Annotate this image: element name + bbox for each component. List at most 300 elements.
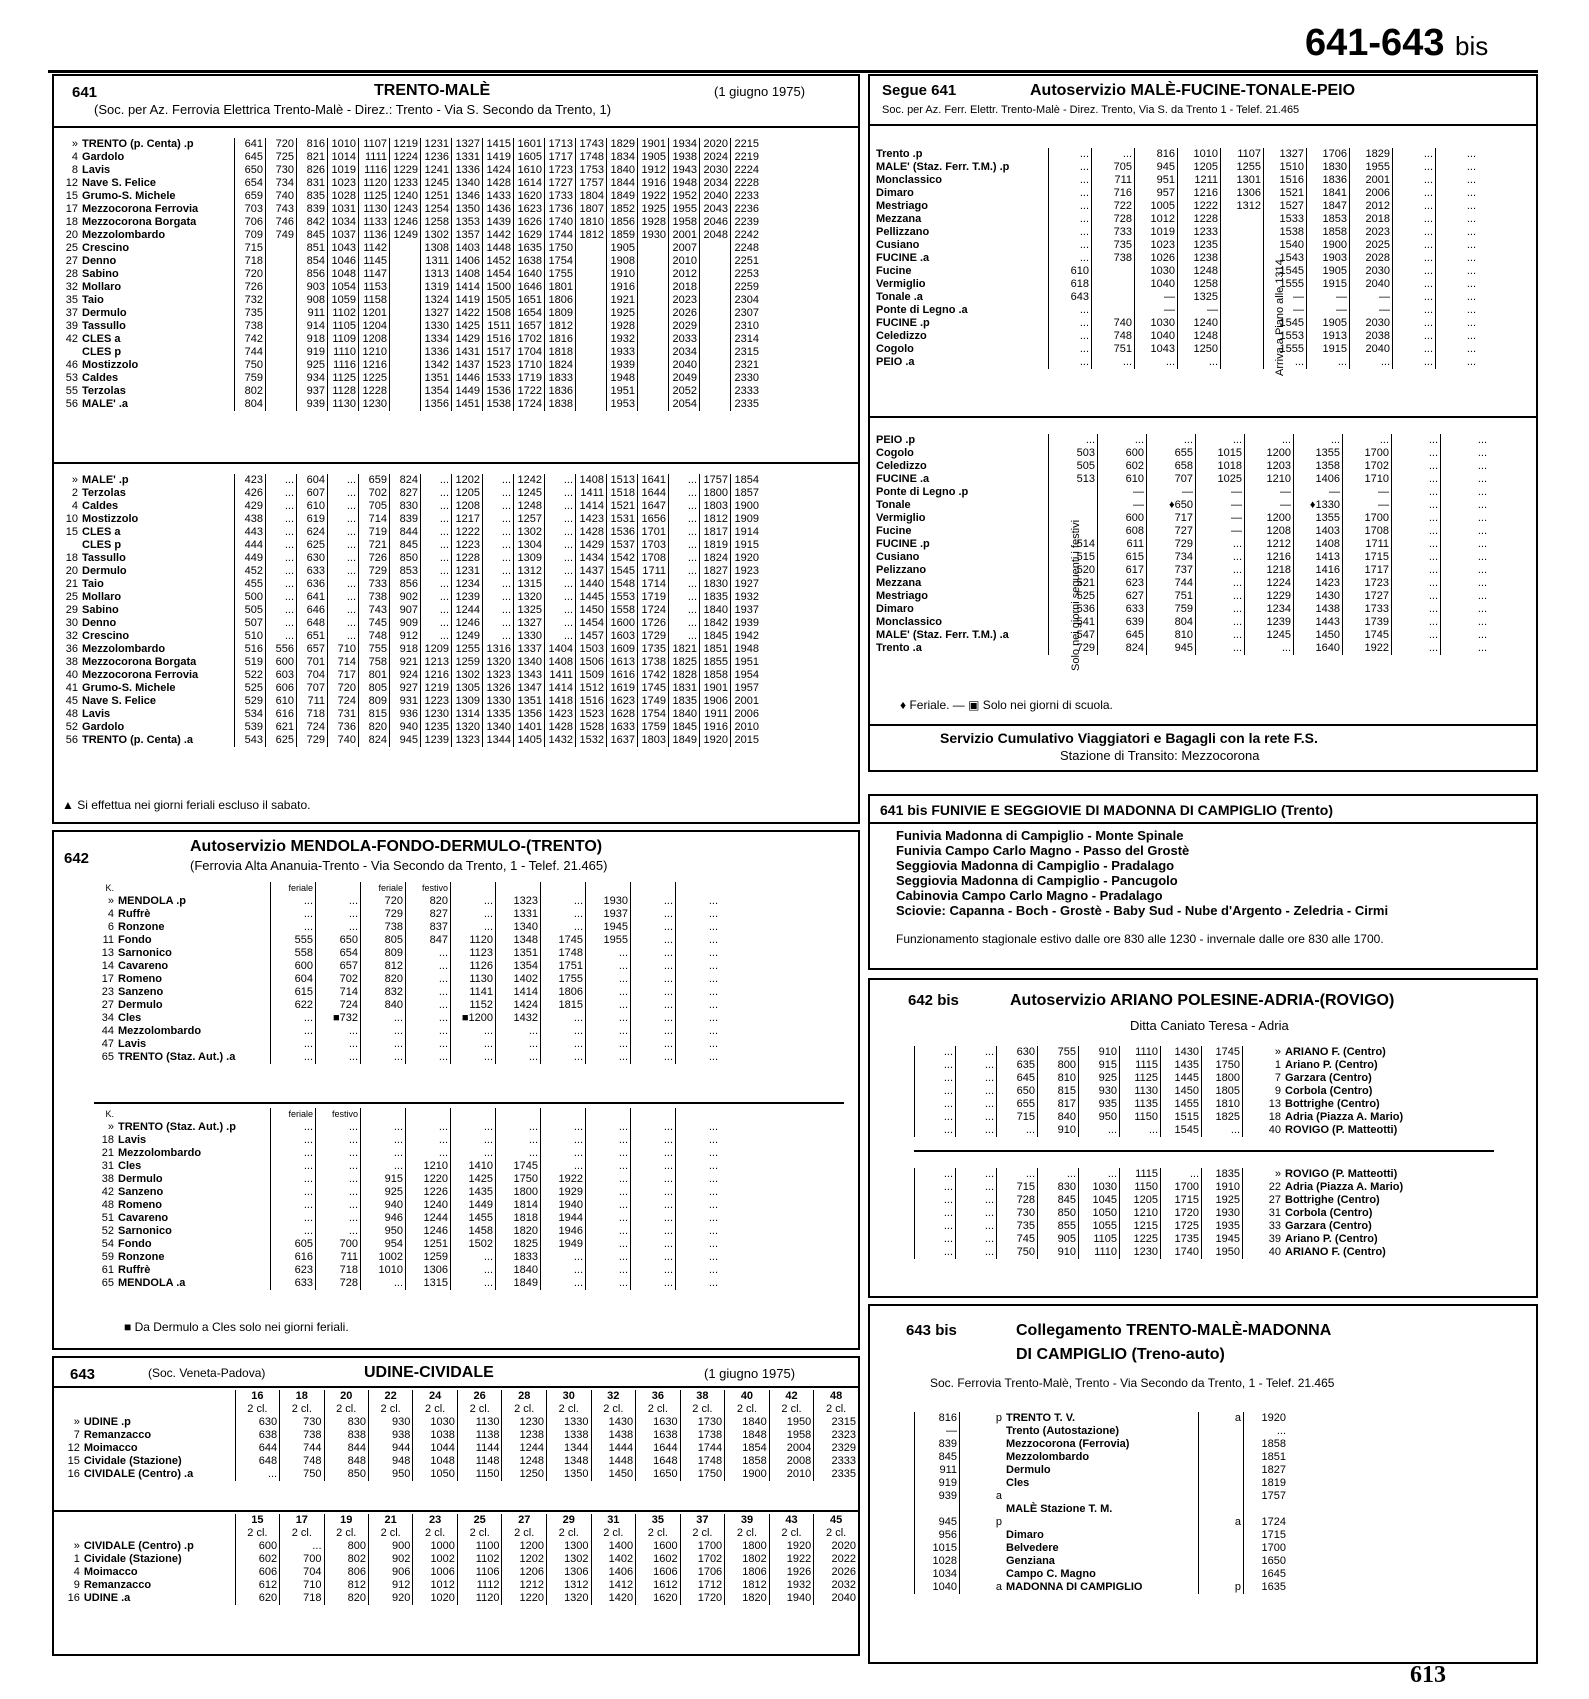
time-cell: [1092, 291, 1135, 304]
time-cell: 727: [1147, 525, 1196, 538]
time-cell: ♦650: [1147, 499, 1196, 512]
section-642: [52, 830, 860, 1350]
time-cell: [1199, 1542, 1244, 1555]
time-cell: 1508: [483, 307, 514, 320]
time-cell: ...: [1245, 434, 1294, 447]
time-cell: [676, 882, 721, 895]
time-cell: [390, 281, 421, 294]
table-row: [874, 330, 1478, 343]
cumulative-subtitle: Stazione di Transito: Mezzocorona: [1060, 748, 1260, 763]
time-cell: [496, 1108, 541, 1121]
time-cell: 1450: [591, 1468, 636, 1481]
time-cell: a: [960, 1581, 1005, 1594]
time-cell: 1950: [1202, 1246, 1243, 1259]
time-cell: 1729: [638, 630, 669, 643]
table-row: [58, 281, 761, 294]
time-cell: 940: [361, 1199, 406, 1212]
time-cell: [406, 1108, 451, 1121]
time-cell: ...: [1441, 460, 1490, 473]
time-cell: 1819: [700, 539, 731, 552]
km-cell: 51: [101, 1212, 114, 1224]
time-cell: 1955: [1350, 161, 1393, 174]
time-cell: 1700: [1244, 1542, 1289, 1555]
time-cell: ...: [328, 513, 359, 526]
divider: [94, 1102, 844, 1104]
station-name: UDINE .p: [83, 1416, 131, 1428]
station-name: Genziana: [1006, 1555, 1055, 1567]
time-cell: [390, 268, 421, 281]
time-cell: 1028: [328, 190, 359, 203]
time-cell: 735: [235, 307, 266, 320]
time-cell: ...: [631, 895, 676, 908]
timetable-642-2: [94, 1108, 720, 1290]
km-cell: 32: [65, 281, 78, 293]
km-cell: 4: [73, 1566, 80, 1578]
table-row: [58, 164, 761, 177]
time-cell: 616: [266, 708, 297, 721]
time-cell: 1230: [359, 398, 390, 411]
time-cell: ...: [316, 1121, 361, 1134]
time-cell: 1553: [607, 591, 638, 604]
table-row: [915, 1220, 1438, 1233]
time-cell: ...: [266, 513, 297, 526]
time-cell: 541: [1049, 616, 1098, 629]
time-cell: 738: [280, 1429, 324, 1442]
time-cell: 1210: [1120, 1207, 1161, 1220]
station-name: Ronzone: [118, 921, 165, 933]
time-cell: 1724: [1244, 1516, 1289, 1529]
time-cell: 1411: [545, 669, 576, 682]
time-cell: 914: [297, 320, 328, 333]
time-cell: 736: [328, 721, 359, 734]
time-cell: 835: [297, 190, 328, 203]
time-cell: 1916: [700, 721, 731, 734]
station-name: ARIANO F. (Centro): [1285, 1046, 1386, 1058]
time-cell: 1435: [1161, 1059, 1202, 1072]
time-cell: ...: [541, 1277, 586, 1290]
time-cell: 839: [297, 203, 328, 216]
time-cell: ...: [545, 474, 576, 487]
time-cell: 1308: [421, 242, 452, 255]
station-name: TRENTO (p. Centa) .p: [82, 138, 194, 150]
time-cell: 1234: [1245, 603, 1294, 616]
table-row: [58, 721, 761, 734]
time-cell: ...: [1098, 434, 1147, 447]
time-cell: 1226: [406, 1186, 451, 1199]
time-cell: 1502: [451, 1238, 496, 1251]
time-cell: [266, 307, 297, 320]
station-name: Denno: [82, 255, 117, 267]
time-cell: 1451: [452, 398, 483, 411]
time-cell: ...: [541, 1051, 586, 1064]
time-cell: 1048: [328, 268, 359, 281]
time-cell: 1410: [451, 1160, 496, 1173]
time-cell: 1646: [514, 281, 545, 294]
time-cell: ...: [421, 487, 452, 500]
table-row: [874, 239, 1478, 252]
time-cell: ...: [915, 1059, 956, 1072]
time-cell: ...: [421, 526, 452, 539]
time-cell: 1432: [545, 734, 576, 747]
time-cell: 824: [359, 734, 390, 747]
time-cell: 1115: [1120, 1168, 1161, 1181]
time-cell: ...: [1441, 512, 1490, 525]
time-cell: 2012: [669, 268, 700, 281]
time-cell: 718: [297, 708, 328, 721]
time-cell: 1205: [1120, 1194, 1161, 1207]
time-cell: 1402: [496, 973, 541, 986]
time-cell: 1010: [1178, 148, 1221, 161]
time-cell: ...: [483, 487, 514, 500]
divider: [870, 124, 1536, 126]
time-cell: 1338: [546, 1429, 591, 1442]
time-cell: ...: [483, 500, 514, 513]
time-cell: 1620: [514, 190, 545, 203]
time-cell: 1834: [607, 151, 638, 164]
time-cell: 1442: [483, 229, 514, 242]
station-name: Grumo-S. Michele: [82, 190, 176, 202]
time-cell: 500: [235, 591, 266, 604]
time-cell: [266, 320, 297, 333]
time-cell: 1950: [769, 1416, 814, 1429]
station-name: Monclassico: [876, 616, 943, 628]
time-cell: 1810: [1202, 1098, 1243, 1111]
time-cell: 1742: [638, 669, 669, 682]
time-cell: 1945: [1202, 1233, 1243, 1246]
time-cell: [1199, 1568, 1244, 1581]
time-cell: 2219: [731, 151, 762, 164]
km-cell: 1: [73, 1553, 80, 1565]
time-cell: 1259: [452, 656, 483, 669]
station-name: Corbola (Centro): [1285, 1207, 1373, 1219]
station-name: Tonale .a: [876, 291, 923, 303]
time-cell: 1945: [586, 921, 631, 934]
time-cell: 1408: [1294, 538, 1343, 551]
time-cell: 1448: [483, 242, 514, 255]
time-cell: 1932: [769, 1579, 814, 1592]
section-641bis: [868, 794, 1538, 970]
station-name: Bottrighe (Centro): [1285, 1194, 1380, 1206]
time-cell: [1244, 1503, 1289, 1516]
time-cell: 1244: [452, 604, 483, 617]
time-cell: ♦1330: [1294, 499, 1343, 512]
time-cell: ...: [631, 1251, 676, 1264]
time-cell: 1356: [514, 708, 545, 721]
time-cell: ...: [361, 1121, 406, 1134]
time-cell: 1120: [457, 1592, 502, 1605]
time-cell: ...: [586, 1186, 631, 1199]
time-cell: 718: [280, 1592, 324, 1605]
time-cell: 724: [297, 721, 328, 734]
time-cell: 1420: [591, 1592, 636, 1605]
time-cell: ...: [271, 1147, 316, 1160]
time-cell: 1800: [1202, 1072, 1243, 1085]
time-cell: 615: [271, 986, 316, 999]
table-row: [874, 447, 1489, 460]
time-cell: 618: [1049, 278, 1092, 291]
table-row: [58, 346, 761, 359]
time-cell: 820: [324, 1592, 368, 1605]
time-cell: [915, 1503, 960, 1516]
table-row: [915, 1059, 1438, 1072]
time-cell: 1440: [576, 578, 607, 591]
time-cell: 1045: [1079, 1194, 1120, 1207]
time-cell: ...: [328, 630, 359, 643]
time-cell: 921: [390, 656, 421, 669]
time-cell: 1853: [1307, 213, 1350, 226]
time-cell: 2032: [814, 1579, 858, 1592]
km-cell: 4: [71, 151, 78, 163]
time-cell: 1545: [1161, 1124, 1202, 1137]
time-cell: 2028: [1350, 252, 1393, 265]
time-cell: 606: [266, 682, 297, 695]
time-cell: 1757: [1244, 1490, 1289, 1503]
time-cell: 2040: [1350, 343, 1393, 356]
time-cell: ...: [915, 1098, 956, 1111]
class-label: 2 cl.: [547, 1527, 592, 1540]
time-cell: 1915: [1307, 343, 1350, 356]
time-cell: 1848: [725, 1429, 770, 1442]
time-cell: —: [1178, 304, 1221, 317]
time-cell: 2248: [731, 242, 762, 255]
time-cell: 1719: [638, 591, 669, 604]
time-cell: 1854: [731, 474, 762, 487]
km-cell: K.: [105, 1109, 114, 1119]
time-cell: 930: [368, 1416, 412, 1429]
time-cell: ...: [280, 1540, 324, 1553]
station-name: [116, 882, 271, 895]
km-cell: 12: [65, 177, 78, 189]
time-cell: 940: [390, 721, 421, 734]
km-cell: 41: [65, 682, 78, 694]
time-cell: 1406: [1294, 473, 1343, 486]
time-cell: ...: [676, 986, 721, 999]
time-cell: 1518: [607, 487, 638, 500]
time-cell: 1540: [1264, 239, 1307, 252]
table-row: [874, 538, 1489, 551]
time-cell: 1344: [546, 1442, 591, 1455]
time-cell: 911: [297, 307, 328, 320]
train-number-row: [60, 1514, 858, 1527]
time-cell: 1323: [452, 734, 483, 747]
time-cell: [541, 1108, 586, 1121]
train-number: 30: [546, 1390, 591, 1403]
time-cell: 1657: [514, 320, 545, 333]
km-cell: 55: [65, 385, 78, 397]
timetable-641-cont-2: [874, 434, 1489, 655]
time-cell: 1954: [731, 669, 762, 682]
station-name: Campo C. Magno: [1006, 1568, 1096, 1580]
time-cell: 709: [235, 229, 266, 242]
time-cell: [361, 1108, 406, 1121]
station-name: Gardolo: [82, 151, 125, 163]
page-number: 613: [1410, 1662, 1446, 1688]
time-cell: 1807: [576, 203, 607, 216]
time-cell: [390, 320, 421, 333]
time-cell: 1040: [1135, 278, 1178, 291]
section-641-cont-operator: Soc. per Az. Ferr. Elettr. Trento-Malè - Direz. Trento, Via S. da Trento 1 - Telef. 21.465: [882, 104, 1300, 116]
station-name: Tassullo: [82, 320, 126, 332]
time-cell: 1302: [452, 669, 483, 682]
time-cell: 918: [297, 333, 328, 346]
time-cell: 1434: [576, 552, 607, 565]
time-cell: ...: [956, 1181, 997, 1194]
station-name: Fucine: [876, 265, 912, 277]
time-cell: 650: [235, 164, 266, 177]
time-cell: [390, 255, 421, 268]
time-cell: 1107: [359, 138, 390, 151]
time-cell: ...: [676, 1173, 721, 1186]
time-cell: 429: [235, 500, 266, 513]
time-cell: 738: [361, 921, 406, 934]
time-cell: 1218: [1245, 564, 1294, 577]
time-cell: [541, 882, 586, 895]
time-cell: [266, 372, 297, 385]
time-cell: ...: [586, 1277, 631, 1290]
time-cell: 2310: [731, 320, 762, 333]
time-cell: 800: [324, 1540, 368, 1553]
time-cell: 1212: [1245, 538, 1294, 551]
time-cell: 2010: [769, 1468, 814, 1481]
time-cell: ...: [1049, 187, 1092, 200]
time-cell: ...: [676, 1264, 721, 1277]
time-cell: 817: [1038, 1098, 1079, 1111]
time-cell: 1851: [1244, 1451, 1289, 1464]
timetable-642bis-2: [914, 1168, 1438, 1259]
table-row: [94, 1025, 720, 1038]
time-cell: 715: [997, 1181, 1038, 1194]
time-cell: 816: [1135, 148, 1178, 161]
station-name: Taio: [82, 578, 104, 590]
time-cell: [638, 346, 669, 359]
time-cell: ...: [631, 1121, 676, 1134]
time-cell: 1555: [1264, 278, 1307, 291]
time-cell: ...: [1196, 642, 1245, 655]
time-cell: 1324: [421, 294, 452, 307]
time-cell: 1249: [452, 630, 483, 643]
time-cell: 1827: [700, 565, 731, 578]
time-cell: 1755: [545, 268, 576, 281]
time-cell: ...: [676, 947, 721, 960]
km-cell: 30: [65, 617, 78, 629]
time-cell: 749: [266, 229, 297, 242]
table-row: [60, 1468, 858, 1481]
station-name: Mostizzolo: [82, 359, 139, 371]
time-cell: 558: [271, 947, 316, 960]
time-cell: 651: [297, 630, 328, 643]
time-cell: 520: [1049, 564, 1098, 577]
time-cell: 1418: [545, 695, 576, 708]
class-label: 2 cl.: [502, 1527, 547, 1540]
time-cell: 1600: [636, 1540, 681, 1553]
station-name: Grumo-S. Michele: [82, 682, 176, 694]
station-name: Mezzana: [876, 577, 922, 589]
time-cell: [960, 1503, 1005, 1516]
time-cell: 1100: [457, 1540, 502, 1553]
time-cell: 919: [915, 1477, 960, 1490]
time-cell: 1106: [457, 1566, 502, 1579]
time-cell: 2020: [814, 1540, 858, 1553]
time-cell: [638, 359, 669, 372]
time-cell: [576, 255, 607, 268]
time-cell: 1251: [406, 1238, 451, 1251]
time-cell: 606: [235, 1566, 279, 1579]
time-cell: [576, 346, 607, 359]
time-cell: ...: [1436, 200, 1479, 213]
time-cell: 1819: [1244, 1477, 1289, 1490]
train-number: 16: [235, 1390, 279, 1403]
time-cell: p: [960, 1412, 1005, 1425]
table-row: [58, 526, 761, 539]
time-cell: 1355: [1294, 447, 1343, 460]
time-cell: ...: [669, 604, 700, 617]
time-cell: ...: [1049, 356, 1092, 369]
time-cell: 1344: [483, 734, 514, 747]
time-cell: 522: [235, 669, 266, 682]
time-cell: ...: [1120, 1124, 1161, 1137]
time-cell: 1922: [1343, 642, 1392, 655]
time-cell: 1829: [607, 138, 638, 151]
section-642bis-title: Autoservizio ARIANO POLESINE-ADRIA-(ROVIGO): [1010, 992, 1395, 1009]
time-cell: 615: [1098, 551, 1147, 564]
station-name: PEIO .a: [876, 356, 915, 368]
time-cell: 1246: [406, 1225, 451, 1238]
km-cell: [58, 346, 80, 359]
time-cell: 643: [1049, 291, 1092, 304]
time-cell: ...: [271, 1212, 316, 1225]
time-cell: 1425: [452, 320, 483, 333]
station-name: Dermulo: [118, 1173, 163, 1185]
time-cell: 1727: [545, 177, 576, 190]
time-cell: 1235: [421, 721, 452, 734]
station-name: Mollaro: [82, 591, 122, 603]
time-cell: 2030: [1350, 317, 1393, 330]
time-cell: ...: [631, 1225, 676, 1238]
time-cell: 1219: [421, 682, 452, 695]
time-cell: ...: [1196, 603, 1245, 616]
time-cell: 1717: [1343, 564, 1392, 577]
time-cell: 748: [359, 630, 390, 643]
time-cell: 1202: [502, 1553, 547, 1566]
time-cell: 600: [235, 1540, 279, 1553]
time-cell: 759: [235, 372, 266, 385]
time-cell: 610: [1049, 265, 1092, 278]
time-cell: »: [1243, 1168, 1284, 1181]
time-cell: ...: [1392, 473, 1441, 486]
page-header-suffix: bis: [1455, 31, 1489, 61]
time-cell: 707: [297, 682, 328, 695]
km-cell: 48: [101, 1199, 114, 1211]
time-cell: 831: [297, 177, 328, 190]
time-cell: 1925: [607, 307, 638, 320]
table-row: [94, 1186, 720, 1199]
time-cell: ...: [1436, 317, 1479, 330]
time-cell: ...: [1049, 200, 1092, 213]
table-row: [94, 1134, 720, 1147]
time-cell: 22: [1243, 1181, 1284, 1194]
time-cell: 1408: [576, 474, 607, 487]
time-cell: 1019: [328, 164, 359, 177]
time-cell: ...: [676, 1225, 721, 1238]
time-cell: 1454: [483, 268, 514, 281]
time-cell: 1130: [328, 398, 359, 411]
time-cell: 1002: [361, 1251, 406, 1264]
time-cell: ...: [545, 604, 576, 617]
km-cell: 9: [73, 1579, 80, 1591]
time-cell: 939: [297, 398, 328, 411]
time-cell: 608: [1098, 525, 1147, 538]
time-cell: ...: [1343, 434, 1392, 447]
